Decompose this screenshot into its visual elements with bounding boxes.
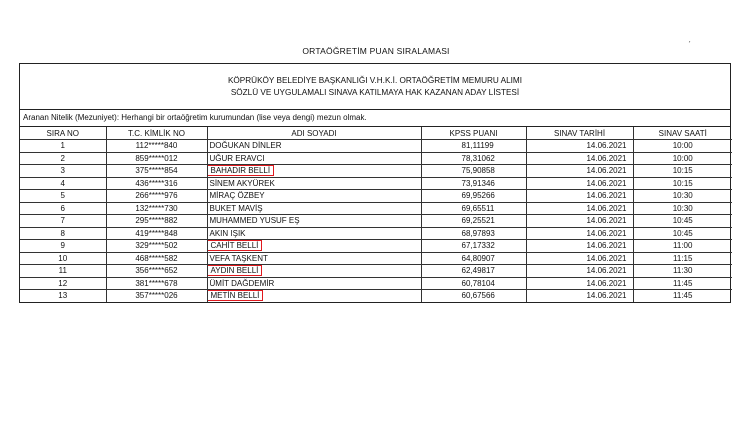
cell-sinav-saati: 11:45 <box>633 290 732 302</box>
cell-sinav-saati: 10:30 <box>633 202 732 215</box>
column-header-tc-kimlik-no: T.C. KİMLİK NO <box>106 127 207 140</box>
institution-header <box>20 64 730 110</box>
cell-adi-soyadi: AKIN IŞIK <box>207 227 421 240</box>
table-row <box>20 140 732 153</box>
cell-sinav-saati: 10:00 <box>633 140 732 153</box>
cell-adi-soyadi <box>207 290 421 302</box>
cell-kpss-puani: 62,49817 <box>421 265 526 278</box>
table-row <box>20 152 732 165</box>
cell-kpss-puani: 75,90858 <box>421 165 526 178</box>
cell-tc-kimlik-no: 357*****026 <box>106 290 207 302</box>
cell-adi-soyadi <box>207 265 421 278</box>
table-header-row <box>20 127 732 140</box>
cell-sinav-tarihi: 14.06.2021 <box>526 190 633 203</box>
cell-sinav-saati: 10:45 <box>633 215 732 228</box>
ranking-table <box>20 127 732 302</box>
cell-sira-no: 4 <box>20 177 106 190</box>
column-header-sinav-tarihi: SINAV TARİHİ <box>526 127 633 140</box>
table-row <box>20 202 732 215</box>
column-header-adi-soyadi: ADI SOYADI <box>207 127 421 140</box>
cell-sira-no: 1 <box>20 140 106 153</box>
cell-sira-no: 6 <box>20 202 106 215</box>
cell-tc-kimlik-no: 436*****316 <box>106 177 207 190</box>
column-header-sira-no: SIRA NO <box>20 127 106 140</box>
table-row <box>20 190 732 203</box>
highlighted-name: AYDIN BELLİ <box>207 265 262 276</box>
column-header-kpss-puani: KPSS PUANI <box>421 127 526 140</box>
cell-adi-soyadi: VEFA TAŞKENT <box>207 252 421 265</box>
cell-tc-kimlik-no: 295*****882 <box>106 215 207 228</box>
cell-sinav-saati: 11:00 <box>633 240 732 253</box>
document-title: ORTAÖĞRETİM PUAN SIRALAMASI <box>302 46 450 56</box>
cell-tc-kimlik-no: 356*****652 <box>106 265 207 278</box>
highlighted-name: CAHİT BELLİ <box>207 240 262 251</box>
cell-tc-kimlik-no: 132*****730 <box>106 202 207 215</box>
cell-sinav-saati: 11:45 <box>633 277 732 290</box>
table-row <box>20 252 732 265</box>
cell-sinav-saati: 10:45 <box>633 227 732 240</box>
cell-sira-no: 8 <box>20 227 106 240</box>
column-header-sinav-saati: SINAV SAATİ <box>633 127 732 140</box>
cell-kpss-puani: 69,25521 <box>421 215 526 228</box>
table-row <box>20 277 732 290</box>
criteria-text: Herhangi bir ortaöğretim kurumundan (lise veya dengi) mezun olmak. <box>119 113 367 122</box>
cell-tc-kimlik-no: 419*****848 <box>106 227 207 240</box>
cell-sinav-tarihi: 14.06.2021 <box>526 265 633 278</box>
criteria-label: Aranan Nitelik (Mezuniyet): <box>23 113 120 122</box>
cell-kpss-puani: 60,67566 <box>421 290 526 302</box>
cell-kpss-puani: 64,80907 <box>421 252 526 265</box>
highlighted-name: BAHADIR BELLİ <box>207 165 274 176</box>
cell-sinav-tarihi: 14.06.2021 <box>526 202 633 215</box>
cell-sinav-saati: 11:15 <box>633 252 732 265</box>
cell-tc-kimlik-no: 329*****502 <box>106 240 207 253</box>
cell-sinav-tarihi: 14.06.2021 <box>526 215 633 228</box>
criteria-row <box>20 110 730 127</box>
table-row <box>20 165 732 178</box>
cell-sinav-tarihi: 14.06.2021 <box>526 177 633 190</box>
cell-sira-no: 11 <box>20 265 106 278</box>
cell-adi-soyadi <box>207 240 421 253</box>
header-line-2: SÖZLÜ VE UYGULAMALI SINAVA KATILMAYA HAK KAZANAN ADAY LİSTESİ <box>230 88 520 97</box>
cell-kpss-puani: 68,97893 <box>421 227 526 240</box>
table-row <box>20 265 732 278</box>
table-row <box>20 240 732 253</box>
cell-sinav-tarihi: 14.06.2021 <box>526 152 633 165</box>
cell-adi-soyadi: DOĞUKAN DİNLER <box>207 140 421 153</box>
cell-sinav-tarihi: 14.06.2021 <box>526 290 633 302</box>
table-row <box>20 215 732 228</box>
cell-sinav-saati: 10:15 <box>633 165 732 178</box>
cell-sinav-saati: 11:30 <box>633 265 732 278</box>
table-row <box>20 177 732 190</box>
cell-kpss-puani: 73,91346 <box>421 177 526 190</box>
cell-sinav-tarihi: 14.06.2021 <box>526 227 633 240</box>
cell-adi-soyadi: MİRAÇ ÖZBEY <box>207 190 421 203</box>
cell-kpss-puani: 67,17332 <box>421 240 526 253</box>
cell-tc-kimlik-no: 381*****678 <box>106 277 207 290</box>
cell-sinav-tarihi: 14.06.2021 <box>526 140 633 153</box>
cell-sinav-saati: 10:00 <box>633 152 732 165</box>
cell-sira-no: 10 <box>20 252 106 265</box>
cell-tc-kimlik-no: 859*****012 <box>106 152 207 165</box>
table-row <box>20 227 732 240</box>
cell-sira-no: 12 <box>20 277 106 290</box>
cell-sira-no: 3 <box>20 165 106 178</box>
cell-kpss-puani: 81,11199 <box>421 140 526 153</box>
cell-adi-soyadi: BUKET MAVİŞ <box>207 202 421 215</box>
cell-kpss-puani: 69,65511 <box>421 202 526 215</box>
cell-adi-soyadi: UĞUR ERAVCI <box>207 152 421 165</box>
cell-tc-kimlik-no: 112*****840 <box>106 140 207 153</box>
pen-mark: ˏ <box>688 34 691 43</box>
cell-adi-soyadi: MUHAMMED YUSUF EŞ <box>207 215 421 228</box>
cell-sinav-tarihi: 14.06.2021 <box>526 277 633 290</box>
cell-sira-no: 2 <box>20 152 106 165</box>
cell-sira-no: 5 <box>20 190 106 203</box>
cell-tc-kimlik-no: 375*****854 <box>106 165 207 178</box>
cell-sinav-tarihi: 14.06.2021 <box>526 240 633 253</box>
cell-adi-soyadi <box>207 165 421 178</box>
cell-sinav-saati: 10:15 <box>633 177 732 190</box>
cell-sira-no: 7 <box>20 215 106 228</box>
cell-kpss-puani: 78,31062 <box>421 152 526 165</box>
highlighted-name: METİN BELLİ <box>207 290 263 301</box>
table-row <box>20 290 732 302</box>
cell-sinav-saati: 10:30 <box>633 190 732 203</box>
cell-sira-no: 13 <box>20 290 106 302</box>
ranking-sheet <box>19 63 731 303</box>
header-line-1: KÖPRÜKÖY BELEDİYE BAŞKANLIĞI V.H.K.İ. ORTAÖĞRETİM MEMURU ALIMI <box>227 76 523 85</box>
cell-sira-no: 9 <box>20 240 106 253</box>
cell-adi-soyadi: SİNEM AKYÜREK <box>207 177 421 190</box>
cell-kpss-puani: 69,95266 <box>421 190 526 203</box>
cell-adi-soyadi: ÜMİT DAĞDEMİR <box>207 277 421 290</box>
cell-sinav-tarihi: 14.06.2021 <box>526 165 633 178</box>
cell-tc-kimlik-no: 266*****976 <box>106 190 207 203</box>
cell-kpss-puani: 60,78104 <box>421 277 526 290</box>
cell-tc-kimlik-no: 468*****582 <box>106 252 207 265</box>
cell-sinav-tarihi: 14.06.2021 <box>526 252 633 265</box>
